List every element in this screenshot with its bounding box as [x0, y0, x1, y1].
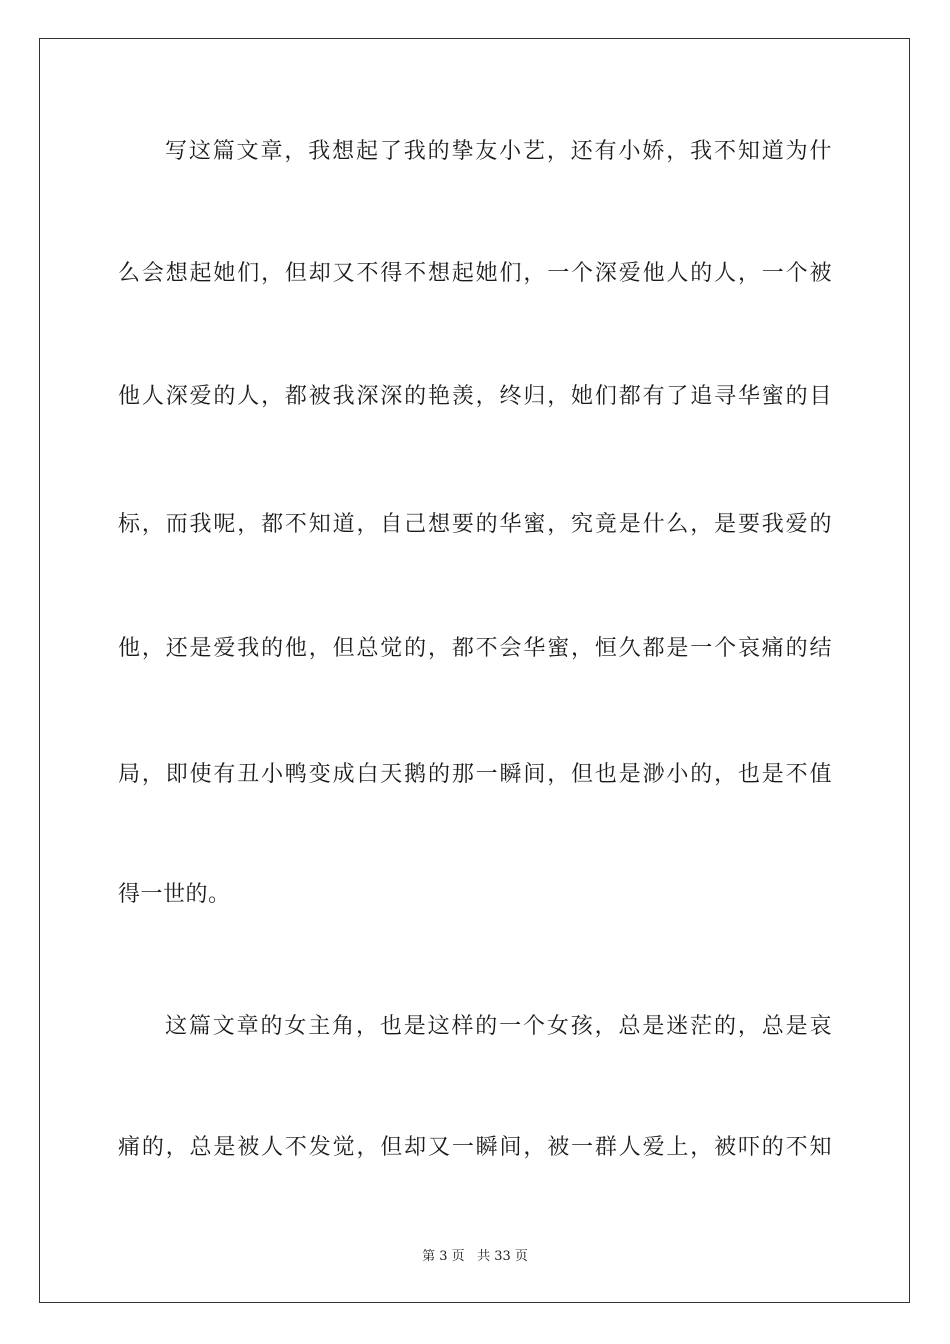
- paragraph-1-line-4: 标，而我呢，都不知道，自己想要的华蜜，究竟是什么，是要我爱的: [118, 512, 832, 537]
- paragraph-2-line-2: 痛的，总是被人不发觉，但却又一瞬间，被一群人爱上，被吓的不知: [118, 1135, 832, 1160]
- paragraph-1-line-1: 写这篇文章，我想起了我的挚友小艺，还有小娇，我不知道为什: [165, 139, 832, 164]
- page-number-total: 共 33 页: [477, 1249, 528, 1264]
- paragraph-2-line-1: 这篇文章的女主角，也是这样的一个女孩，总是迷茫的，总是哀: [165, 1014, 832, 1039]
- paragraph-1-line-6: 局，即使有丑小鸭变成白天鹅的那一瞬间，但也是渺小的，也是不值: [118, 762, 832, 787]
- page-footer: [0, 1248, 950, 1266]
- paragraph-1-line-2: 么会想起她们，但却又不得不想起她们，一个深爱他人的人，一个被: [118, 261, 832, 286]
- paragraph-1-line-5: 他，还是爱我的他，但总觉的，都不会华蜜，恒久都是一个哀痛的结: [118, 636, 832, 661]
- paragraph-1-line-3: 他人深爱的人，都被我深深的艳羡，终归，她们都有了追寻华蜜的目: [118, 384, 832, 409]
- paragraph-1-line-7: 得一世的。: [118, 882, 231, 907]
- page-border: [39, 38, 910, 1303]
- page-number-current: 第 3 页: [422, 1249, 465, 1264]
